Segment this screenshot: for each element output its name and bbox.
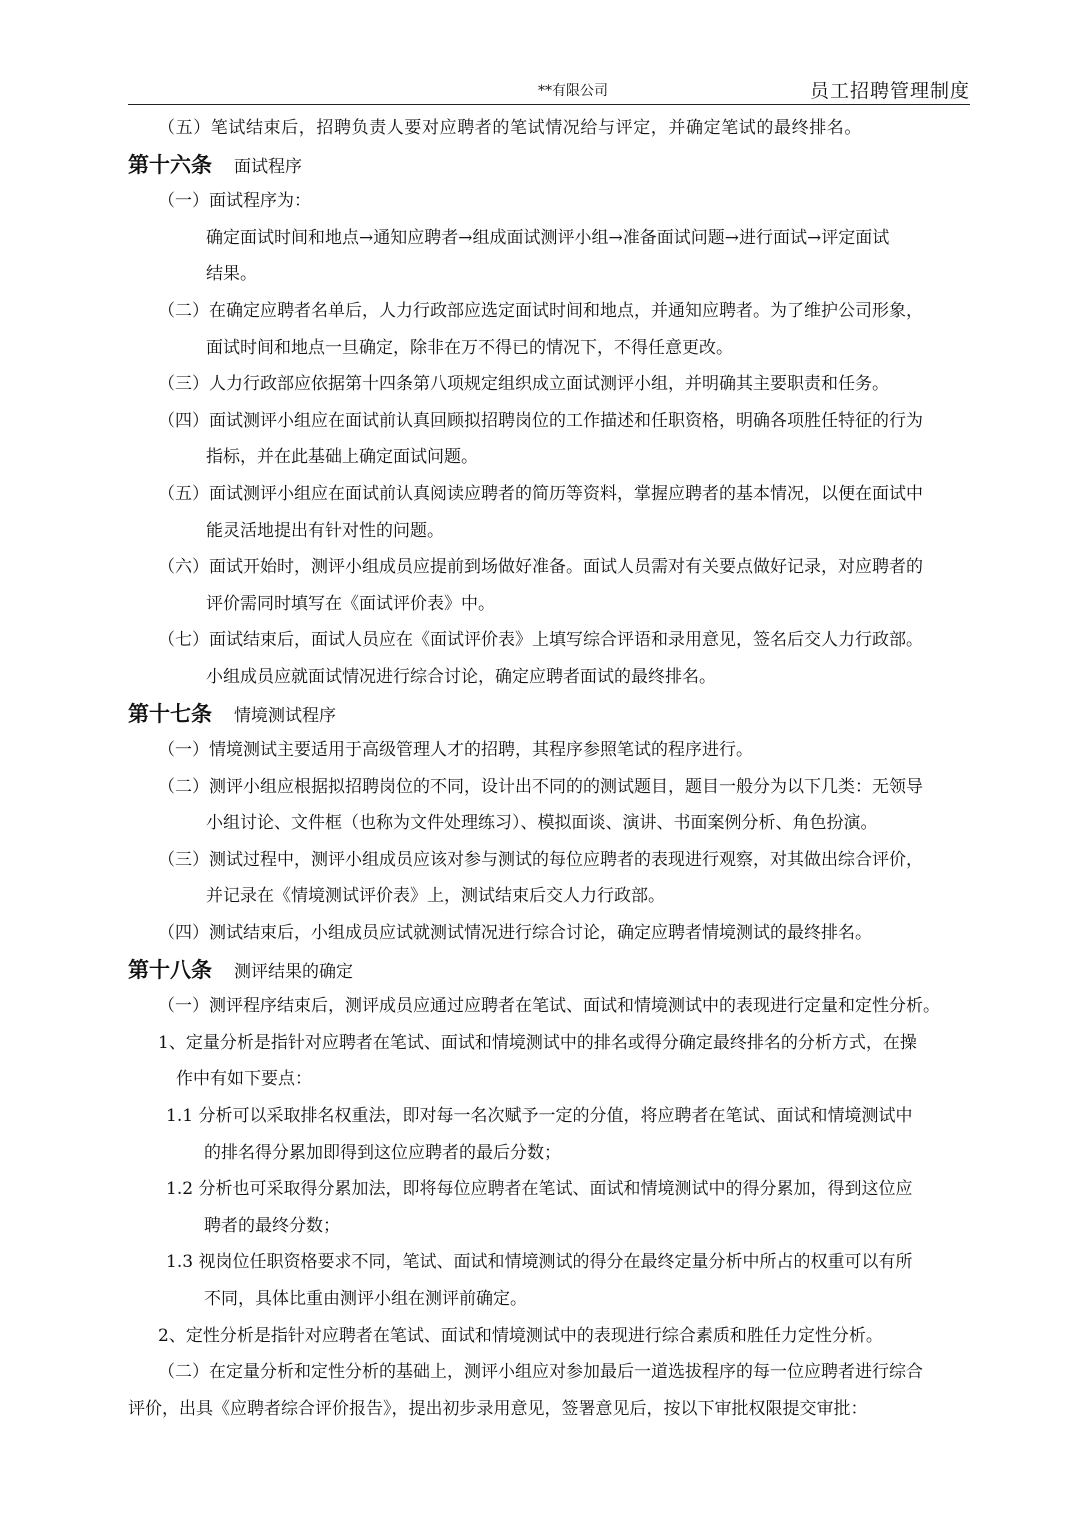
paragraph-line: （一）面试程序为： [158, 191, 311, 212]
article-title: 面试程序 [234, 156, 302, 177]
article-16-heading [128, 147, 1008, 184]
paragraph-line: 并记录在《情境测试评价表》上，测试结束后交人力行政部。 [206, 886, 665, 907]
paragraph-line: 评价需同时填写在《面试评价表》中。 [206, 593, 495, 614]
paragraph-line: 评价，出具《应聘者综合评价报告》，提出初步录用意见，签署意见后，按以下审批权限提交审批： [128, 1398, 868, 1419]
paragraph-line: 小组成员应就面试情况进行综合讨论，确定应聘者面试的最终排名。 [206, 666, 716, 687]
paragraph-line: （二）测评小组应根据拟招聘岗位的不同，设计出不同的的测试题目，题目一般分为以下几类：无领导 [158, 776, 923, 797]
article-number: 第十六条 [128, 152, 212, 177]
article-title: 情境测试程序 [234, 705, 336, 726]
paragraph-line: （四）面试测评小组应在面试前认真回顾拟招聘岗位的工作描述和任职资格，明确各项胜任特征的行为 [158, 410, 923, 431]
article-number: 第十八条 [128, 957, 212, 982]
paragraph-line: 结果。 [206, 264, 257, 285]
paragraph-line: （五）面试测评小组应在面试前认真阅读应聘者的简历等资料，掌握应聘者的基本情况，以便在面试中 [158, 483, 923, 504]
paragraph-line: （一）情境测试主要适用于高级管理人才的招聘，其程序参照笔试的程序进行。 [158, 740, 753, 761]
paragraph-line: （二）在确定应聘者名单后，人力行政部应选定面试时间和地点，并通知应聘者。为了维护公司形象， [158, 300, 923, 321]
header-company: **有限公司 [538, 83, 608, 99]
page-header [128, 76, 970, 105]
paragraph-line: （四）测试结束后，小组成员应试就测试情况进行综合讨论，确定应聘者情境测试的最终排名。 [158, 923, 872, 944]
paragraph-line: 2、定性分析是指针对应聘者在笔试、面试和情境测试中的表现进行综合素质和胜任力定性分析。 [158, 1325, 883, 1346]
paragraph-line: 指标，并在此基础上确定面试问题。 [206, 447, 478, 468]
paragraph-line: 小组讨论、文件框（也称为文件处理练习）、模拟面谈、演讲、书面案例分析、角色扮演。 [206, 813, 878, 834]
paragraph-line: （一）测评程序结束后，测评成员应通过应聘者在笔试、面试和情境测试中的表现进行定量和定性分析。 [158, 996, 940, 1017]
document-body [128, 110, 1008, 1427]
paragraph-line: （五）笔试结束后，招聘负责人要对应聘者的笔试情况给与评定，并确定笔试的最终排名。 [158, 118, 862, 138]
article-17-heading [128, 696, 1008, 733]
paragraph-line: 1、定量分析是指针对应聘者在笔试、面试和情境测试中的排名或得分确定最终排名的分析方式，在操 [158, 1032, 917, 1053]
paragraph-line: 确定面试时间和地点→通知应聘者→组成面试测评小组→准备面试问题→进行面试→评定面试 [206, 227, 890, 248]
article-title: 测评结果的确定 [234, 961, 353, 982]
paragraph-line: 面试时间和地点一旦确定，除非在万不得已的情况下，不得任意更改。 [206, 337, 733, 358]
paragraph-line: 1.1 分析可以采取排名权重法，即对每一名次赋予一定的分值，将应聘者在笔试、面试和情境测试中 [166, 1106, 913, 1127]
paragraph-line: 不同，具体比重由测评小组在测评前确定。 [204, 1289, 527, 1309]
paragraph-line: （六）面试开始时，测评小组成员应提前到场做好准备。面试人员需对有关要点做好记录，对应聘者的 [158, 557, 923, 578]
article-number: 第十七条 [128, 701, 212, 726]
paragraph-line: （三）测试过程中，测评小组成员应该对参与测试的每位应聘者的表现进行观察，对其做出综合评价， [158, 849, 923, 870]
header-title: 员工招聘管理制度 [809, 80, 970, 102]
paragraph-line: （二）在定量分析和定性分析的基础上，测评小组应对参加最后一道选拔程序的每一位应聘者进行综合 [158, 1362, 923, 1383]
paragraph-line: （三）人力行政部应依据第十四条第八项规定组织成立面试测评小组，并明确其主要职责和任务。 [158, 374, 889, 395]
paragraph-line: 聘者的最终分数； [204, 1215, 340, 1236]
paragraph-line: 能灵活地提出有针对性的问题。 [206, 520, 444, 541]
paragraph-line: 的排名得分累加即得到这位应聘者的最后分数； [204, 1142, 561, 1163]
paragraph-line: （七）面试结束后，面试人员应在《面试评价表》上填写综合评语和录用意见，签名后交人力行政部。 [158, 630, 923, 651]
paragraph-line: 1.2 分析也可采取得分累加法，即将每位应聘者在笔试、面试和情境测试中的得分累加，得到这位应 [166, 1179, 913, 1200]
paragraph-line: 1.3 视岗位任职资格要求不同，笔试、面试和情境测试的得分在最终定量分析中所占的权重可以有所 [166, 1252, 913, 1273]
paragraph-line: 作中有如下要点： [176, 1069, 312, 1090]
article-18-heading [128, 952, 1008, 989]
